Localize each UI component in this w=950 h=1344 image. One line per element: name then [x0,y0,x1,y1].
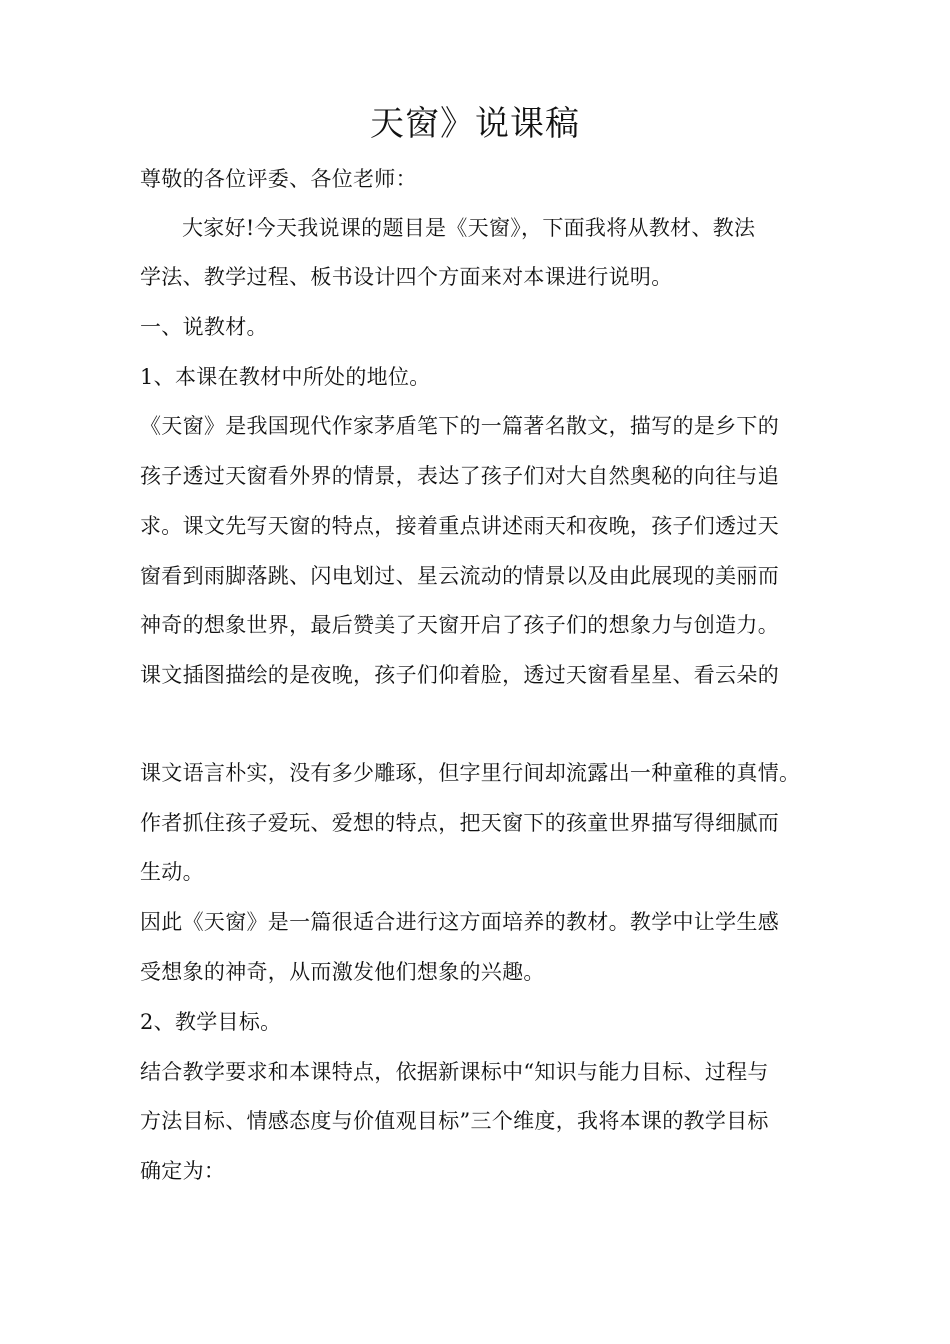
paragraph-line: 受想象的神奇，从而激发他们想象的兴趣。 [140,960,545,984]
paragraph-line: 《天窗》是我国现代作家茅盾笔下的一篇著名散文，描写的是乡下的 [140,414,779,438]
paragraph-line: 结合教学要求和本课特点，依据新课标中“知识与能力目标、过程与 [140,1060,769,1084]
document-title: 天窗》说课稿 [370,104,580,144]
paragraph-line: 确定为： [140,1159,226,1183]
section-heading: 一、说教材。 [140,315,268,339]
paragraph-line: 大家好!今天我说课的题目是《天窗》，下面我将从教材、教法 [182,216,756,240]
subsection-heading: 2、教学目标。 [140,1010,282,1034]
paragraph-line: 课文插图描绘的是夜晚，孩子们仰着脸，透过天窗看星星、看云朵的 [140,663,779,687]
paragraph-line: 神奇的想象世界，最后赞美了天窗开启了孩子们的想象力与创造力。 [140,613,779,637]
paragraph-line: 课文语言朴实，没有多少雕琢，但字里行间却流露出一种童稚的真情。 [140,761,801,785]
paragraph-line: 因此《天窗》是一篇很适合进行这方面培养的教材。教学中让学生感 [140,910,779,934]
paragraph-line: 孩子透过天窗看外界的情景，表达了孩子们对大自然奥秘的向往与追 [140,464,779,488]
salutation: 尊敬的各位评委、各位老师： [140,167,417,191]
paragraph-line: 窗看到雨脚落跳、闪电划过、星云流动的情景以及由此展现的美丽而 [140,564,779,588]
paragraph-line: 求。课文先写天窗的特点，接着重点讲述雨天和夜晚，孩子们透过天 [140,514,779,538]
paragraph-line: 方法目标、情感态度与价值观目标”三个维度，我将本课的教学目标 [140,1109,769,1133]
paragraph-line: 作者抓住孩子爱玩、爱想的特点，把天窗下的孩童世界描写得细腻而 [140,811,779,835]
paragraph-line: 学法、教学过程、板书设计四个方面来对本课进行说明。 [140,265,673,289]
subsection-heading: 1、本课在教材中所处的地位。 [140,365,431,389]
paragraph-line: 生动。 [140,860,204,884]
